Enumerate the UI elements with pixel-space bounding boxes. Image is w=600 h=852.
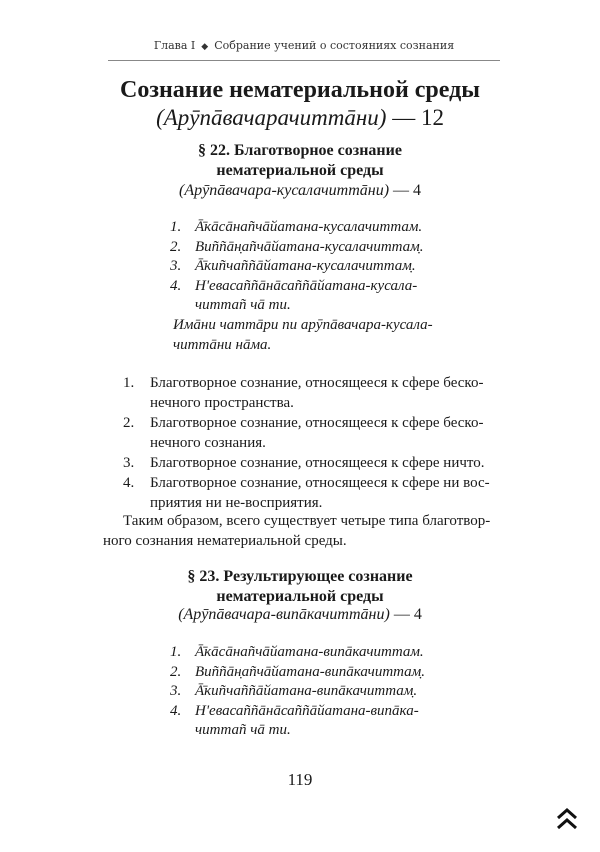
s22-translation-list bbox=[123, 373, 527, 513]
list-item bbox=[123, 413, 527, 453]
list-item-text: Благотворное сознание, относящееся к сфере беско- bbox=[150, 375, 484, 391]
list-item bbox=[123, 453, 527, 473]
list-item-number: 1. bbox=[170, 219, 182, 235]
list-item-text: Ā̄кāсāнаñчāйатана-випāкачиттам. bbox=[195, 644, 424, 660]
s22-pali-summary bbox=[173, 316, 493, 355]
s22-subtitle bbox=[100, 181, 500, 201]
s22-pali-list bbox=[170, 218, 490, 316]
summary-line: Имāни чаттāри пи арӯпāвачара-кусала- bbox=[173, 317, 433, 333]
list-item-text: Н'евасаññāнāсаññāйатана-кусала- bbox=[195, 277, 418, 294]
s22-conclusion bbox=[103, 511, 528, 551]
list-item bbox=[170, 277, 490, 316]
s22-title-line1: § 22. Благотворное сознание bbox=[198, 142, 402, 159]
paragraph-line: ного сознания нематериальной среды. bbox=[103, 533, 347, 549]
list-item bbox=[170, 663, 490, 683]
list-item-number: 2. bbox=[170, 238, 182, 255]
list-item-text: Виññāн̣аñчāйатана-кусалачиттам̣. bbox=[195, 238, 424, 255]
s23-subtitle-count: — 4 bbox=[389, 606, 422, 623]
section-title: Сознание нематериальной среды bbox=[119, 77, 480, 103]
list-item-continuation: читтаñ чā ти. bbox=[195, 297, 291, 313]
list-item-number: 4. bbox=[123, 475, 135, 491]
s23-subtitle bbox=[100, 605, 500, 625]
list-item-number: 3. bbox=[170, 258, 182, 274]
list-item-text: Благотворное сознание, относящееся к сфере ни вос- bbox=[150, 475, 490, 491]
diamond-separator-icon: ◆ bbox=[201, 42, 209, 52]
summary-line: читтāни нāма. bbox=[173, 336, 272, 353]
list-item-number: 3. bbox=[123, 455, 135, 471]
section-subtitle bbox=[60, 104, 540, 132]
s23-title-line1: § 23. Результирующее сознание bbox=[187, 568, 413, 585]
list-item bbox=[170, 257, 490, 277]
list-item bbox=[170, 218, 490, 238]
list-item-number: 1. bbox=[170, 644, 182, 660]
page-number: 119 bbox=[287, 770, 313, 789]
list-item-text: Виññāн̣аñчāйатана-випāкачиттам̣. bbox=[195, 663, 425, 680]
list-item-number: 4. bbox=[170, 277, 182, 294]
page-header bbox=[0, 0, 600, 67]
list-item-continuation: читтаñ чā ти. bbox=[195, 722, 291, 738]
section-subtitle-pali: (Арӯпāвачарачиттāни) bbox=[156, 105, 387, 130]
running-head-title: Собрание учений о состояниях сознания bbox=[214, 39, 455, 52]
double-chevron-up-icon bbox=[552, 804, 582, 834]
paragraph-line: Таким образом, всего существует четыре типа благотвор- bbox=[123, 513, 491, 529]
list-item-text: Ā̄кāсāнаñчāйатана-кусалачиттам. bbox=[195, 219, 423, 235]
list-item-text: Ā̄киñчаññāйатана-випāкачиттам̣. bbox=[195, 683, 418, 699]
list-item-text: Н'евасаññāнāсаññāйатана-випāка- bbox=[195, 702, 419, 719]
s22-title-line2: нематериальной среды bbox=[216, 162, 384, 179]
header-divider bbox=[108, 60, 500, 61]
list-item-text: Благотворное сознание, относящееся к сфере беско- bbox=[150, 415, 484, 431]
running-head bbox=[108, 39, 500, 52]
s22-subtitle-count: — 4 bbox=[389, 182, 422, 199]
list-item-number: 4. bbox=[170, 702, 182, 719]
list-item bbox=[123, 473, 527, 513]
list-item-text: Благотворное сознание, относящееся к сфере ничто. bbox=[150, 455, 485, 471]
list-item-continuation: приятия ни не-восприятия. bbox=[150, 495, 323, 511]
list-item-continuation: нечного пространства. bbox=[150, 395, 294, 411]
list-item-number: 2. bbox=[123, 415, 135, 431]
s23-pali-list bbox=[170, 643, 490, 741]
list-item bbox=[123, 373, 527, 413]
list-item bbox=[170, 702, 490, 741]
running-head-chapter: Глава I bbox=[153, 39, 196, 52]
s23-subtitle-pali: (Арӯпāвачара-випāкачиттāни) bbox=[178, 606, 390, 623]
scroll-to-top-button[interactable] bbox=[552, 804, 582, 834]
list-item bbox=[170, 682, 490, 702]
list-item bbox=[170, 238, 490, 258]
section-subtitle-count: — 12 bbox=[386, 105, 444, 130]
list-item-number: 1. bbox=[123, 375, 135, 391]
s23-title-line2: нематериальной среды bbox=[216, 588, 384, 605]
list-item-number: 2. bbox=[170, 663, 182, 680]
list-item-text: Ā̄киñчаññāйатана-кусалачиттам̣. bbox=[195, 258, 416, 274]
list-item-number: 3. bbox=[170, 683, 182, 699]
list-item-continuation: нечного сознания. bbox=[150, 435, 266, 451]
s22-subtitle-pali: (Арӯпāвачара-кусалачиттāни) bbox=[178, 182, 390, 199]
list-item bbox=[170, 643, 490, 663]
